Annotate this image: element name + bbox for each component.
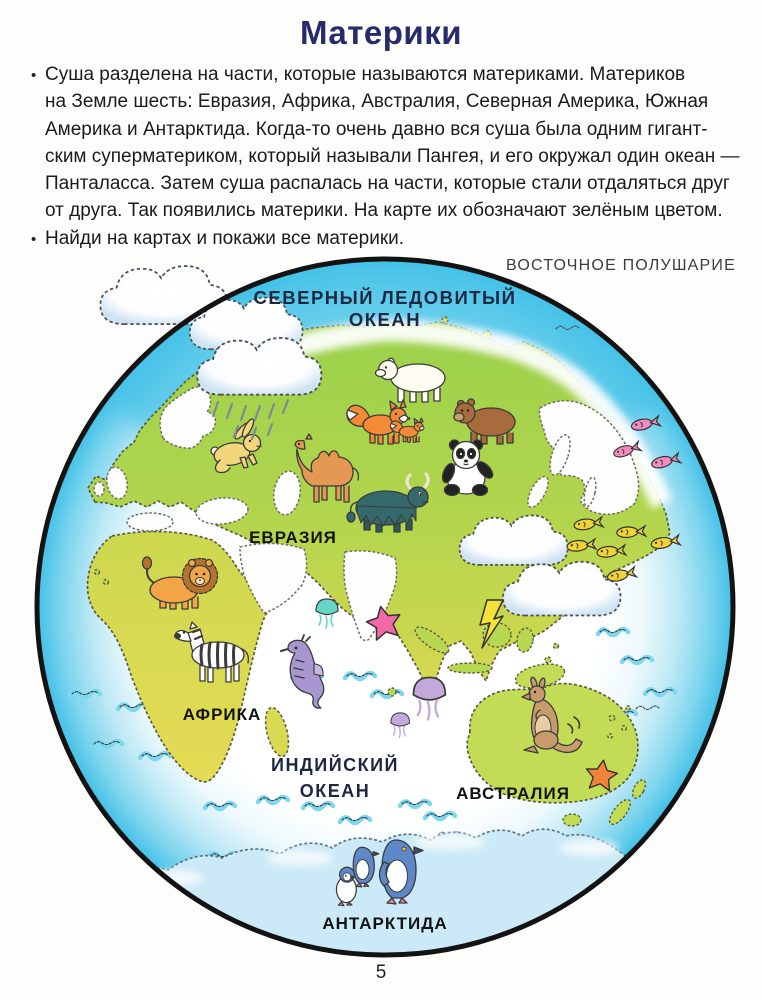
intro-bullet-2: • Найди на картах и покажи все материки. <box>30 225 746 252</box>
intro-bullet-1: • Суша разделена на части, которые называются материками. Материков на Земле шесть: Евразия, Африка, Австралия, Северная Америка, Южная Америка и Антарктида. Когда-то очень давно вся суша была одним гигант- ским суперматериком, который называли Пангея, и его окружал один океан — Панталасса. Затем суша распалась на части, которые стали отдаляться друг от друга. Так появились материки. На карте их обозначают зелёным цветом. <box>30 61 746 225</box>
indian-ocean-label: ИНДИЙСКИЙ <box>271 755 399 775</box>
australia-label: АВСТРАЛИЯ <box>456 784 570 803</box>
page-number: 5 <box>375 962 387 983</box>
globe <box>37 240 733 978</box>
arctic-ocean-label: СЕВЕРНЫЙ ЛЕДОВИТЫЙ <box>253 287 517 308</box>
mediterranean-sea <box>127 513 173 531</box>
antarctica-label: АНТАРКТИДА <box>322 914 448 933</box>
intro-text <box>30 61 746 252</box>
eastern-hemisphere-map <box>0 240 762 1000</box>
hemisphere-caption: ВОСТОЧНОЕ ПОЛУШАРИЕ <box>506 257 736 274</box>
page-title: Материки <box>299 14 462 51</box>
eurasia-label: ЕВРАЗИЯ <box>249 528 337 547</box>
indian-ocean-label-2: ОКЕАН <box>299 781 371 801</box>
arctic-ocean-label-2: ОКЕАН <box>348 309 422 330</box>
ireland-island <box>94 482 104 496</box>
africa-label: АФРИКА <box>182 705 262 724</box>
